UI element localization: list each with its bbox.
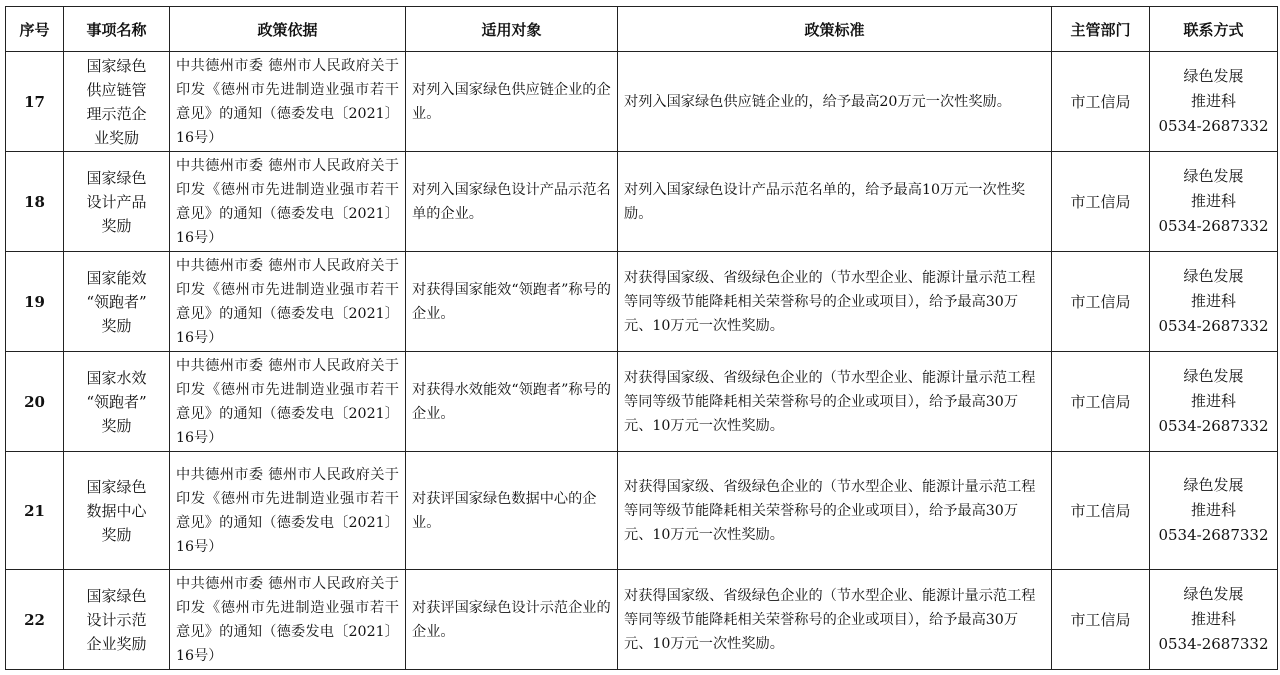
item-name: 国家能效 “领跑者” 奖励 (64, 252, 170, 352)
contact (1150, 570, 1278, 670)
contact-phone: 0534-2687332 (1158, 417, 1269, 435)
contact-unit-line1: 绿色发展 (1183, 367, 1244, 385)
item-name: 国家绿色 供应链管 理示范企 业奖励 (64, 52, 170, 152)
contact-phone: 0534-2687332 (1158, 317, 1269, 335)
item-name: 国家绿色 数据中心 奖励 (64, 452, 170, 570)
policy-basis: 中共德州市委 德州市人民政府关于印发《德州市先进制造业强市若干意见》的通知（德委发电〔2021〕16号） (170, 352, 406, 452)
department: 市工信局 (1052, 252, 1150, 352)
applicable-target: 对获评国家绿色设计示范企业的企业。 (406, 570, 618, 670)
contact-unit-line2: 推进科 (1190, 610, 1236, 628)
row-index: 20 (6, 352, 64, 452)
row-index: 17 (6, 52, 64, 152)
contact-unit-line1: 绿色发展 (1183, 476, 1244, 494)
policy-standard: 对列入国家绿色设计产品示范名单的，给予最高10万元一次性奖励。 (618, 152, 1052, 252)
item-name: 国家绿色 设计示范 企业奖励 (64, 570, 170, 670)
table-row (6, 252, 1278, 352)
table-row (6, 352, 1278, 452)
header-contact: 联系方式 (1150, 7, 1278, 52)
header-row (6, 7, 1278, 52)
contact-phone: 0534-2687332 (1158, 217, 1269, 235)
row-index: 21 (6, 452, 64, 570)
department: 市工信局 (1052, 152, 1150, 252)
contact-unit-line2: 推进科 (1190, 501, 1236, 519)
header-department: 主管部门 (1052, 7, 1150, 52)
table-row (6, 152, 1278, 252)
contact-unit-line1: 绿色发展 (1183, 167, 1244, 185)
contact (1150, 52, 1278, 152)
table-row (6, 52, 1278, 152)
applicable-target: 对获得水效能效“领跑者”称号的企业。 (406, 352, 618, 452)
policy-basis: 中共德州市委 德州市人民政府关于印发《德州市先进制造业强市若干意见》的通知（德委发电〔2021〕16号） (170, 252, 406, 352)
policy-standard: 对列入国家绿色供应链企业的，给予最高20万元一次性奖励。 (618, 52, 1052, 152)
header-index: 序号 (6, 7, 64, 52)
table-row (6, 452, 1278, 570)
contact-unit-line1: 绿色发展 (1183, 67, 1244, 85)
contact-unit-line2: 推进科 (1190, 192, 1236, 210)
item-name: 国家水效 “领跑者” 奖励 (64, 352, 170, 452)
header-item-name: 事项名称 (64, 7, 170, 52)
applicable-target: 对获评国家绿色数据中心的企业。 (406, 452, 618, 570)
contact (1150, 352, 1278, 452)
item-name: 国家绿色 设计产品 奖励 (64, 152, 170, 252)
row-index: 19 (6, 252, 64, 352)
department: 市工信局 (1052, 570, 1150, 670)
department: 市工信局 (1052, 452, 1150, 570)
row-index: 18 (6, 152, 64, 252)
contact-phone: 0534-2687332 (1158, 526, 1269, 544)
policy-basis: 中共德州市委 德州市人民政府关于印发《德州市先进制造业强市若干意见》的通知（德委发电〔2021〕16号） (170, 152, 406, 252)
header-applicable-target: 适用对象 (406, 7, 618, 52)
contact-unit-line1: 绿色发展 (1183, 585, 1244, 603)
table-row (6, 570, 1278, 670)
policy-standard: 对获得国家级、省级绿色企业的（节水型企业、能源计量示范工程等同等级节能降耗相关荣誉称号的企业或项目），给予最高30万元、10万元一次性奖励。 (618, 570, 1052, 670)
policy-standard: 对获得国家级、省级绿色企业的（节水型企业、能源计量示范工程等同等级节能降耗相关荣誉称号的企业或项目），给予最高30万元、10万元一次性奖励。 (618, 252, 1052, 352)
department: 市工信局 (1052, 52, 1150, 152)
applicable-target: 对获得国家能效“领跑者”称号的企业。 (406, 252, 618, 352)
policy-table (5, 6, 1278, 670)
policy-basis: 中共德州市委 德州市人民政府关于印发《德州市先进制造业强市若干意见》的通知（德委发电〔2021〕16号） (170, 452, 406, 570)
policy-standard: 对获得国家级、省级绿色企业的（节水型企业、能源计量示范工程等同等级节能降耗相关荣誉称号的企业或项目），给予最高30万元、10万元一次性奖励。 (618, 452, 1052, 570)
contact-unit-line2: 推进科 (1190, 92, 1236, 110)
header-policy-basis: 政策依据 (170, 7, 406, 52)
policy-basis: 中共德州市委 德州市人民政府关于印发《德州市先进制造业强市若干意见》的通知（德委发电〔2021〕16号） (170, 570, 406, 670)
applicable-target: 对列入国家绿色设计产品示范名单的企业。 (406, 152, 618, 252)
department: 市工信局 (1052, 352, 1150, 452)
contact-phone: 0534-2687332 (1158, 117, 1269, 135)
policy-basis: 中共德州市委 德州市人民政府关于印发《德州市先进制造业强市若干意见》的通知（德委发电〔2021〕16号） (170, 52, 406, 152)
contact (1150, 152, 1278, 252)
contact (1150, 252, 1278, 352)
header-policy-standard: 政策标准 (618, 7, 1052, 52)
contact-unit-line2: 推进科 (1190, 292, 1236, 310)
contact-phone: 0534-2687332 (1158, 635, 1269, 653)
contact (1150, 452, 1278, 570)
applicable-target: 对列入国家绿色供应链企业的企业。 (406, 52, 618, 152)
row-index: 22 (6, 570, 64, 670)
contact-unit-line1: 绿色发展 (1183, 267, 1244, 285)
policy-standard: 对获得国家级、省级绿色企业的（节水型企业、能源计量示范工程等同等级节能降耗相关荣誉称号的企业或项目），给予最高30万元、10万元一次性奖励。 (618, 352, 1052, 452)
contact-unit-line2: 推进科 (1190, 392, 1236, 410)
